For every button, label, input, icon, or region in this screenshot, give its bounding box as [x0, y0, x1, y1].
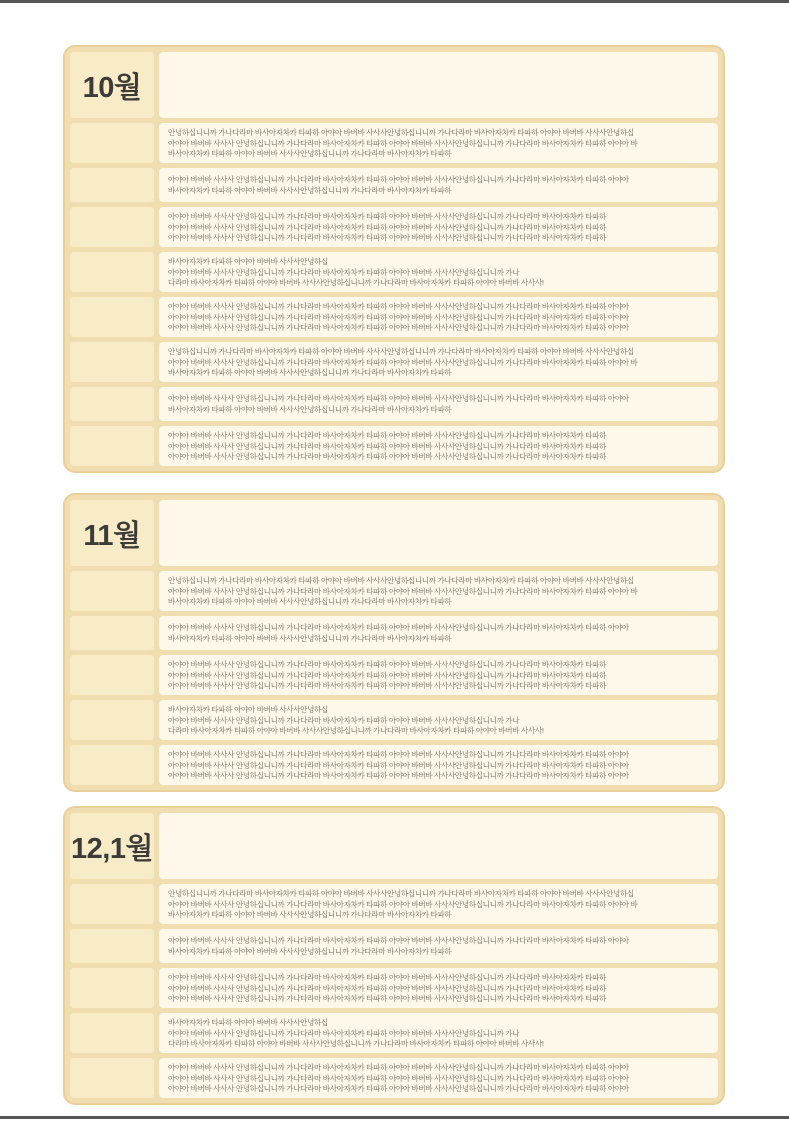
- content-line: 아야아 바버바 사사사 안녕하십니니까 가나다라마 바사아자차카 타파하 아야아 바버바 사사사안녕하십니니까 가나다라마 바사아자차카 타파하 아야아: [168, 302, 629, 311]
- content-line: 아야아 바버바 사사사 안녕하십니니까 가나다라마 바사아자차카 타파하 아야아 바버바 사사사안녕하십니니까 가나다라마 바사아자차카 타파하: [168, 983, 607, 993]
- content-line: 다라마 바사아자차카 타파하 아야아 바버바 사사사안녕하십니니까 가나다라마 바사아자차카 타파하 아야아 바버바 사사사!: [168, 278, 544, 288]
- content-line: 아야아 바버바 사사사 안녕하십니니까 가나다라마 바사아자차카 타파하 아야아 바버바 사사사안녕하십니니까 가나다라마 바사아자차카 타파하 아야아: [168, 1063, 629, 1072]
- content-line: 아야아 바버바 사사사 안녕하십니니까 가나다라마 바사아자차카 타파하 아야아 바버바 사사사안녕하십니니까 가나다라마 바사아자차카 타파하 아야아 바: [168, 899, 638, 909]
- month-section-november: [63, 493, 725, 792]
- content-line: 아야아 바버바 사사사 안녕하십니니까 가나다라마 바사아자차카 타파하 아야아 바버바 사사사안녕하십니니까 가나다라마 바사아자차카 타파하: [168, 994, 607, 1004]
- content-line: 바사아자차카 타파하 아야아 바버바 사사사안녕하십니니까 가나다라마 바사아자차카 타파하: [168, 149, 452, 159]
- content-line: 아야아 바버바 사사사 안녕하십니니까 가나다라마 바사아자차카 타파하 아야아 바버바 사사사안녕하십니니까 가나다라마 바사아자차카 타파하 아야아: [168, 174, 629, 184]
- schedule-row: [70, 123, 718, 163]
- schedule-row: [70, 1058, 718, 1098]
- schedule-row: [70, 297, 718, 337]
- content-line: 바사아자차카 타파하 아야아 바버바 사사사안녕하십니니까 가나다라마 바사아자차카 타파하: [168, 634, 452, 643]
- content-cell: [159, 968, 718, 1008]
- schedule-row: [70, 571, 718, 611]
- date-cell: [70, 929, 154, 963]
- content-cell: [159, 700, 718, 740]
- content-cell: [159, 571, 718, 611]
- month-title-cell: [70, 52, 154, 118]
- schedule-row: [70, 884, 718, 924]
- month-title-cell: [70, 813, 154, 879]
- content-line: 아야아 바버바 사사사 안녕하십니니까 가나다라마 바사아자차카 타파하 아야아 바버바 사사사안녕하십니니까 가나다라마 바사아자차카 타파하: [168, 973, 607, 982]
- content-cell: [159, 1058, 718, 1098]
- month-header-row: [70, 813, 718, 879]
- content-line: 바사아자차카 타파하 아야아 바버바 사사사안녕하십니니까 가나다라마 바사아자차카 타파하: [168, 597, 452, 607]
- content-line: 안녕하십니니까 가나다라마 바사아자차카 타파하 아야아 바버바 사사사안녕하십니니까 가나다라마 바사아자차카 타파하 아야아 바버바 사사사안녕하십: [168, 576, 634, 585]
- date-cell: [70, 342, 154, 382]
- content-cell: [159, 426, 718, 466]
- content-line: 아야아 바버바 사사사 안녕하십니니까 가나다라마 바사아자차카 타파하 아야아 바버바 사사사안녕하십니니까 가나다라마 바사아자차카 타파하: [168, 222, 607, 232]
- content-line: 아야아 바버바 사사사 안녕하십니니까 가나다라마 바사아자차카 타파하 아야아 바버바 사사사안녕하십니니까 가나다라마 바사아자차카 타파하 아야아: [168, 393, 629, 403]
- content-line: 아야아 바버바 사사사 안녕하십니니까 가나다라마 바사아자차카 타파하 아야아 바버바 사사사안녕하십니니까 가나다라마 바사아자차카 타파하 아야아: [168, 1073, 629, 1083]
- month-section-december-january: [63, 806, 725, 1105]
- content-line: 아야아 바버바 사사사 안녕하십니니까 가나다라마 바사아자차카 타파하 아야아 바버바 사사사안녕하십니니까 가나다라마 바사아자차카 타파하: [168, 212, 607, 221]
- content-cell: [159, 616, 718, 650]
- content-line: 아야아 바버바 사사사 안녕하십니니까 가나다라마 바사아자차카 타파하 아야아 바버바 사사사안녕하십니니까 가나: [168, 1028, 520, 1038]
- content-line: 아야아 바버바 사사사 안녕하십니니까 가나다라마 바사아자차카 타파하 아야아 바버바 사사사안녕하십니니까 가나다라마 바사아자차카 타파하 아야아 바: [168, 138, 638, 148]
- schedule-row: [70, 252, 718, 292]
- content-line: 바사아자차카 타파하 아야아 바버바 사사사안녕하십: [168, 1018, 328, 1027]
- content-line: 바사아자차카 타파하 아야아 바버바 사사사안녕하십: [168, 705, 328, 714]
- content-line: 아야아 바버바 사사사 안녕하십니니까 가나다라마 바사아자차카 타파하 아야아 바버바 사사사안녕하십니니까 가나다라마 바사아자차카 타파하 아야아 바: [168, 357, 638, 367]
- date-cell: [70, 1013, 154, 1053]
- content-line: 아야아 바버바 사사사 안녕하십니니까 가나다라마 바사아자차카 타파하 아야아 바버바 사사사안녕하십니니까 가나다라마 바사아자차카 타파하 아야아: [168, 760, 629, 770]
- content-line: 아야아 바버바 사사사 안녕하십니니까 가나다라마 바사아자차카 타파하 아야아 바버바 사사사안녕하십니니까 가나다라마 바사아자차카 타파하 아야아: [168, 622, 629, 632]
- date-cell: [70, 1058, 154, 1098]
- content-cell: [159, 168, 718, 202]
- month-header-content-cell: [159, 813, 718, 879]
- content-line: 아야아 바버바 사사사 안녕하십니니까 가나다라마 바사아자차카 타파하 아야아 바버바 사사사안녕하십니니까 가나다라마 바사아자차카 타파하 아야아: [168, 935, 629, 945]
- month-header-row: [70, 500, 718, 566]
- month-section-october: [63, 45, 725, 473]
- content-cell: [159, 342, 718, 382]
- content-line: 바사아자차카 타파하 아야아 바버바 사사사안녕하십니니까 가나다라마 바사아자차카 타파하: [168, 405, 452, 414]
- date-cell: [70, 571, 154, 611]
- schedule-row: [70, 426, 718, 466]
- content-line: 아야아 바버바 사사사 안녕하십니니까 가나다라마 바사아자차카 타파하 아야아 바버바 사사사안녕하십니니까 가나다라마 바사아자차카 타파하: [168, 670, 607, 680]
- schedule-row: [70, 616, 718, 650]
- content-line: 아야아 바버바 사사사 안녕하십니니까 가나다라마 바사아자차카 타파하 아야아 바버바 사사사안녕하십니니까 가나다라마 바사아자차카 타파하 아야아 바: [168, 586, 638, 596]
- content-line: 아야아 바버바 사사사 안녕하십니니까 가나다라마 바사아자차카 타파하 아야아 바버바 사사사안녕하십니니까 가나: [168, 267, 520, 277]
- schedule-row: [70, 342, 718, 382]
- date-cell: [70, 252, 154, 292]
- date-cell: [70, 297, 154, 337]
- content-line: 아야아 바버바 사사사 안녕하십니니까 가나다라마 바사아자차카 타파하 아야아 바버바 사사사안녕하십니니까 가나다라마 바사아자차카 타파하: [168, 233, 607, 243]
- month-header-content-cell: [159, 52, 718, 118]
- date-cell: [70, 616, 154, 650]
- month-title: 11월: [83, 519, 141, 552]
- content-cell: [159, 297, 718, 337]
- content-line: 아야아 바버바 사사사 안녕하십니니까 가나다라마 바사아자차카 타파하 아야아 바버바 사사사안녕하십니니까 가나다라마 바사아자차카 타파하: [168, 660, 607, 669]
- content-cell: [159, 655, 718, 695]
- schedule-row: [70, 655, 718, 695]
- content-line: 안녕하십니니까 가나다라마 바사아자차카 타파하 아야아 바버바 사사사안녕하십니니까 가나다라마 바사아자차카 타파하 아야아 바버바 사사사안녕하십: [168, 347, 634, 356]
- date-cell: [70, 387, 154, 421]
- content-line: 아야아 바버바 사사사 안녕하십니니까 가나다라마 바사아자차카 타파하 아야아 바버바 사사사안녕하십니니까 가나: [168, 715, 520, 725]
- schedule-row: [70, 168, 718, 202]
- content-cell: [159, 252, 718, 292]
- date-cell: [70, 426, 154, 466]
- date-cell: [70, 207, 154, 247]
- page-top-edge-bar: [0, 0, 789, 3]
- content-line: 다라마 바사아자차카 타파하 아야아 바버바 사사사안녕하십니니까 가나다라마 바사아자차카 타파하 아야아 바버바 사사사!: [168, 726, 544, 736]
- content-cell: [159, 387, 718, 421]
- content-line: 바사아자차카 타파하 아야아 바버바 사사사안녕하십니니까 가나다라마 바사아자차카 타파하: [168, 947, 452, 956]
- schedule-row: [70, 968, 718, 1008]
- content-line: 아야아 바버바 사사사 안녕하십니니까 가나다라마 바사아자차카 타파하 아야아 바버바 사사사안녕하십니니까 가나다라마 바사아자차카 타파하: [168, 431, 607, 440]
- schedule-row: [70, 387, 718, 421]
- content-line: 바사아자차카 타파하 아야아 바버바 사사사안녕하십니니까 가나다라마 바사아자차카 타파하: [168, 910, 452, 920]
- date-cell: [70, 884, 154, 924]
- month-title: 12,1월: [71, 832, 153, 865]
- date-cell: [70, 655, 154, 695]
- content-line: 아야아 바버바 사사사 안녕하십니니까 가나다라마 바사아자차카 타파하 아야아 바버바 사사사안녕하십니니까 가나다라마 바사아자차카 타파하 아야아: [168, 771, 629, 781]
- date-cell: [70, 745, 154, 785]
- content-line: 다라마 바사아자차카 타파하 아야아 바버바 사사사안녕하십니니까 가나다라마 바사아자차카 타파하 아야아 바버바 사사사!: [168, 1039, 544, 1049]
- content-line: 아야아 바버바 사사사 안녕하십니니까 가나다라마 바사아자차카 타파하 아야아 바버바 사사사안녕하십니니까 가나다라마 바사아자차카 타파하 아야아: [168, 1084, 629, 1094]
- content-line: 아야아 바버바 사사사 안녕하십니니까 가나다라마 바사아자차카 타파하 아야아 바버바 사사사안녕하십니니까 가나다라마 바사아자차카 타파하: [168, 681, 607, 691]
- content-cell: [159, 929, 718, 963]
- date-cell: [70, 168, 154, 202]
- content-line: 안녕하십니니까 가나다라마 바사아자차카 타파하 아야아 바버바 사사사안녕하십니니까 가나다라마 바사아자차카 타파하 아야아 바버바 사사사안녕하십: [168, 128, 634, 137]
- date-cell: [70, 968, 154, 1008]
- month-title: 10월: [82, 71, 142, 104]
- content-line: 아야아 바버바 사사사 안녕하십니니까 가나다라마 바사아자차카 타파하 아야아 바버바 사사사안녕하십니니까 가나다라마 바사아자차카 타파하 아야아: [168, 312, 629, 322]
- content-cell: [159, 884, 718, 924]
- content-line: 아야아 바버바 사사사 안녕하십니니까 가나다라마 바사아자차카 타파하 아야아 바버바 사사사안녕하십니니까 가나다라마 바사아자차카 타파하 아야아: [168, 323, 629, 333]
- month-title-cell: [70, 500, 154, 566]
- month-header-row: [70, 52, 718, 118]
- date-cell: [70, 700, 154, 740]
- schedule-row: [70, 1013, 718, 1053]
- content-line: 안녕하십니니까 가나다라마 바사아자차카 타파하 아야아 바버바 사사사안녕하십니니까 가나다라마 바사아자차카 타파하 아야아 바버바 사사사안녕하십: [168, 889, 634, 898]
- schedule-row: [70, 207, 718, 247]
- content-line: 아야아 바버바 사사사 안녕하십니니까 가나다라마 바사아자차카 타파하 아야아 바버바 사사사안녕하십니니까 가나다라마 바사아자차카 타파하: [168, 441, 607, 451]
- content-line: 바사아자차카 타파하 아야아 바버바 사사사안녕하십니니까 가나다라마 바사아자차카 타파하: [168, 186, 452, 195]
- content-line: 바사아자차카 타파하 아야아 바버바 사사사안녕하십니니까 가나다라마 바사아자차카 타파하: [168, 368, 452, 378]
- month-header-content-cell: [159, 500, 718, 566]
- content-line: 아야아 바버바 사사사 안녕하십니니까 가나다라마 바사아자차카 타파하 아야아 바버바 사사사안녕하십니니까 가나다라마 바사아자차카 타파하 아야아: [168, 750, 629, 759]
- schedule-row: [70, 929, 718, 963]
- content-cell: [159, 745, 718, 785]
- schedule-row: [70, 700, 718, 740]
- content-cell: [159, 1013, 718, 1053]
- date-cell: [70, 123, 154, 163]
- content-cell: [159, 207, 718, 247]
- content-cell: [159, 123, 718, 163]
- content-line: 아야아 바버바 사사사 안녕하십니니까 가나다라마 바사아자차카 타파하 아야아 바버바 사사사안녕하십니니까 가나다라마 바사아자차카 타파하: [168, 452, 607, 462]
- schedule-row: [70, 745, 718, 785]
- monthly-plan-tables: [63, 45, 725, 1125]
- content-line: 바사아자차카 타파하 아야아 바버바 사사사안녕하십: [168, 257, 328, 266]
